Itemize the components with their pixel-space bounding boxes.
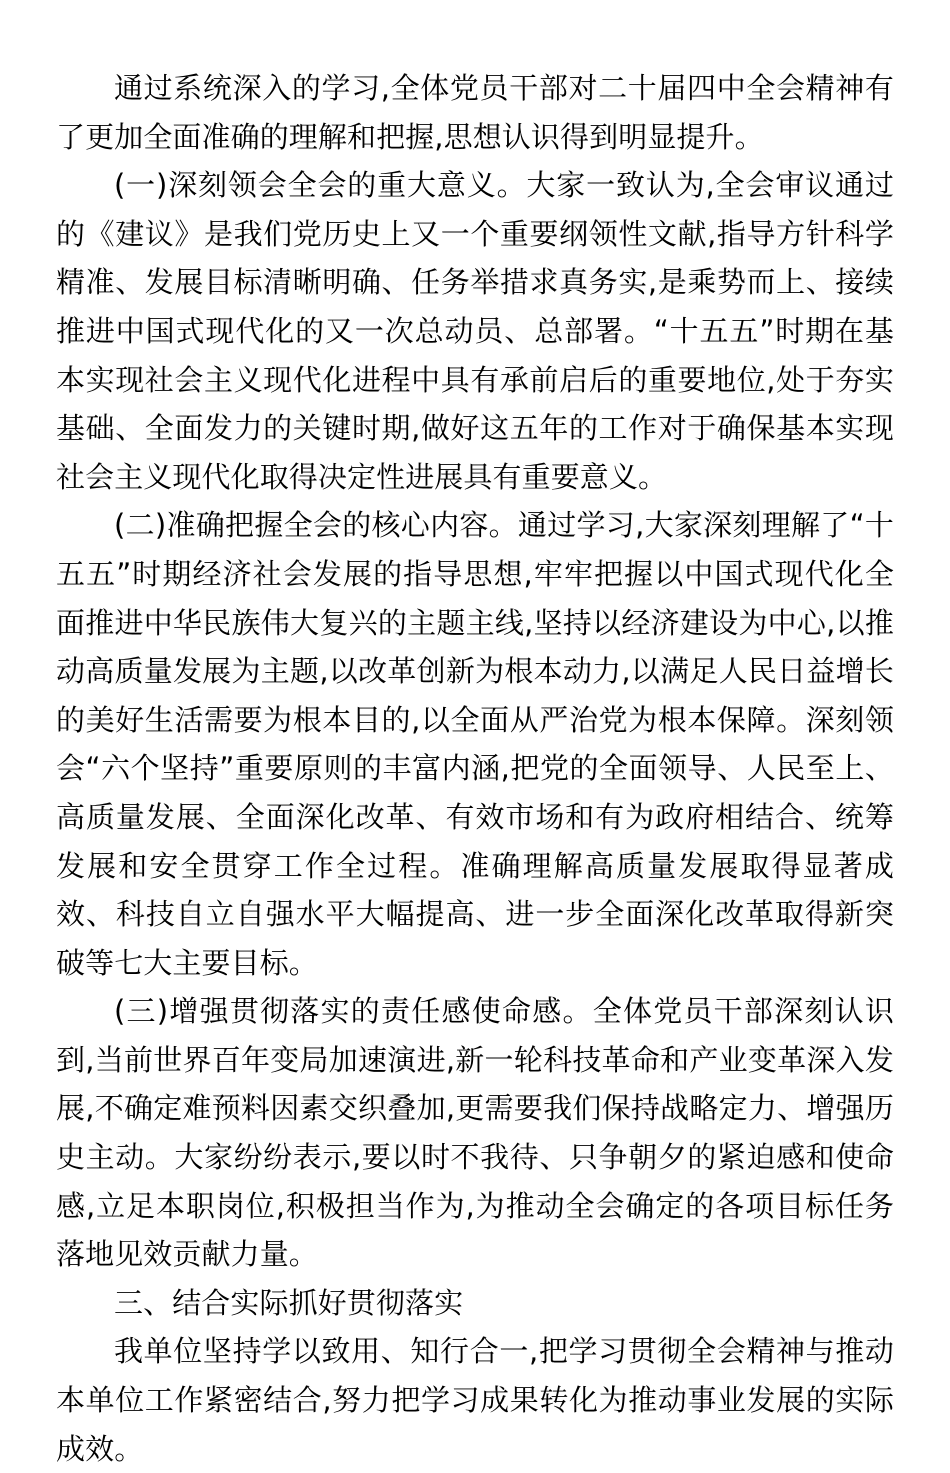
paragraph-item-two-core-content: (二)准确把握全会的核心内容。通过学习,大家深刻理解了“十五五”时期经济社会发展的指导思想,牢牢把握以中国式现代化全面推进中华民族伟大复兴的主题主线,坚持以经济建设为中心,以推动高质量发展为主题,以改革创新为根本动力,以满足人民日益增长的美好生活需要为根本目的,以全面从严治党为根本保障。深刻领会“六个坚持”重要原则的丰富内涵,把党的全面领导、人民至上、高质量发展、全面深化改革、有效市场和有为政府相结合、统筹发展和安全贯穿工作全过程。准确理解高质量发展取得显著成效、科技自立自强水平大幅提高、进一步全面深化改革取得新突破等七大主要目标。 bbox=[56, 508, 895, 980]
paragraph-summary-intro: 通过系统深入的学习,全体党员干部对二十届四中全会精神有了更加全面准确的理解和把握,思想认识得到明显提升。 bbox=[56, 71, 894, 154]
paragraph-item-one-significance: (一)深刻领会全会的重大意义。大家一致认为,全会审议通过的《建议》是我们党历史上又一个重要纲领性文献,指导方针科学精准、发展目标清晰明确、任务举措求真务实,是乘势而上、接续推进中国式现代化的又一次总动员、总部署。“十五五”时期在基本实现社会主义现代化进程中具有承前启后的重要地位,处于夯实基础、全面发力的关键时期,做好这五年的工作对于确保基本实现社会主义现代化取得决定性进展具有重要意义。 bbox=[56, 168, 894, 494]
document-text-body bbox=[56, 64, 894, 1473]
paragraph-item-three-responsibility: (三)增强贯彻落实的责任感使命感。全体党员干部深刻认识到,当前世界百年变局加速演进,新一轮科技革命和产业变革深入发展,不确定难预料因素交织叠加,更需要我们保持战略定力、增强历史主动。大家纷纷表示,要以时不我待、只争朝夕的紧迫感和使命感,立足本职岗位,积极担当作为,为推动全会确定的各项目标任务落地见效贡献力量。 bbox=[56, 994, 894, 1272]
heading-section-three: 三、结合实际抓好贯彻落实 bbox=[114, 1285, 464, 1320]
paragraph-closing-implementation: 我单位坚持学以致用、知行合一,把学习贯彻全会精神与推动本单位工作紧密结合,努力把学习成果转化为推动事业发展的实际成效。 bbox=[56, 1334, 894, 1466]
